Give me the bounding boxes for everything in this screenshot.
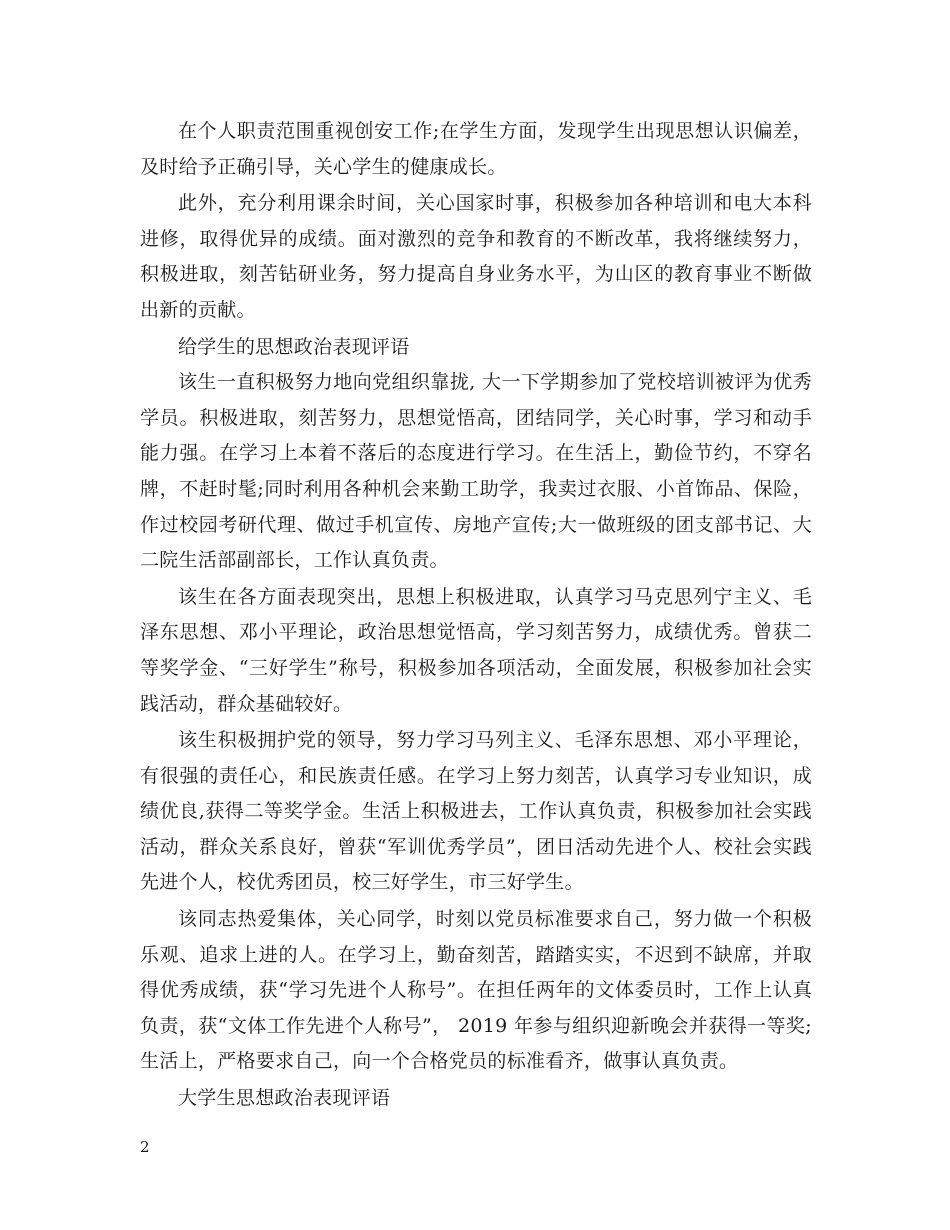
paragraph: 该同志热爱集体，关心同学，时刻以党员标准要求自己，努力做一个积极乐观、追求上进的人。在学习上，勤奋刻苦，踏踏实实，不迟到不缺席，并取得优秀成绩，获“学习先进个人称号”。在担任两年的文体委员时，工作上认真负责，获“文体工作先进个人称号”， 2019 年参与组织迎新晚会并获得一等奖;生活上，严格要求自己，向一个合格党员的标准看齐，做事认真负责。 (140, 908, 812, 1073)
paragraph: 此外，充分利用课余时间，关心国家时事，积极参加各种培训和电大本科进修，取得优异的成绩。面对激烈的竞争和教育的不断改革，我将继续努力，积极进取，刻苦钻研业务，努力提高自身业务水平，为山区的教育事业不断做出新的贡献。 (140, 192, 812, 321)
paragraph: 在个人职责范围重视创安工作;在学生方面，发现学生出现思想认识偏差，及时给予正确引导，关心学生的健康成长。 (140, 120, 812, 178)
paragraph: 该生一直积极努力地向党组织靠拢, 大一下学期参加了党校培训被评为优秀学员。积极进取，刻苦努力，思想觉悟高，团结同学，关心时事，学习和动手能力强。在学习上本着不落后的态度进行学习。在生活上，勤俭节约，不穿名牌，不赶时髦;同时利用各种机会来勤工助学，我卖过衣服、小首饰品、保险，作过校园考研代理、做过手机宣传、房地产宣传;大一做班级的团支部书记、大二院生活部副部长，工作认真负责。 (140, 371, 812, 572)
page-number: 2 (140, 1138, 150, 1156)
paragraph: 该生在各方面表现突出，思想上积极进取，认真学习马克思列宁主义、毛泽东思想、邓小平理论，政治思想觉悟高，学习刻苦努力，成绩优秀。曾获二等奖学金、“三好学生”称号，积极参加各项活动，全面发展，积极参加社会实践活动，群众基础较好。 (140, 585, 812, 715)
paragraph: 该生积极拥护党的领导，努力学习马列主义、毛泽东思想、邓小平理论，有很强的责任心，和民族责任感。在学习上努力刻苦，认真学习专业知识，成绩优良,获得二等奖学金。生活上积极进去，工作认真负责，积极参加社会实践活动，群众关系良好，曾获“军训优秀学员”，团日活动先进个人、校社会实践先进个人，校优秀团员，校三好学生，市三好学生。 (140, 729, 812, 894)
section-heading: 给学生的思想政治表现评语 (178, 335, 410, 358)
document-body (140, 114, 812, 1117)
section-heading: 大学生思想政治表现评语 (178, 1087, 391, 1110)
